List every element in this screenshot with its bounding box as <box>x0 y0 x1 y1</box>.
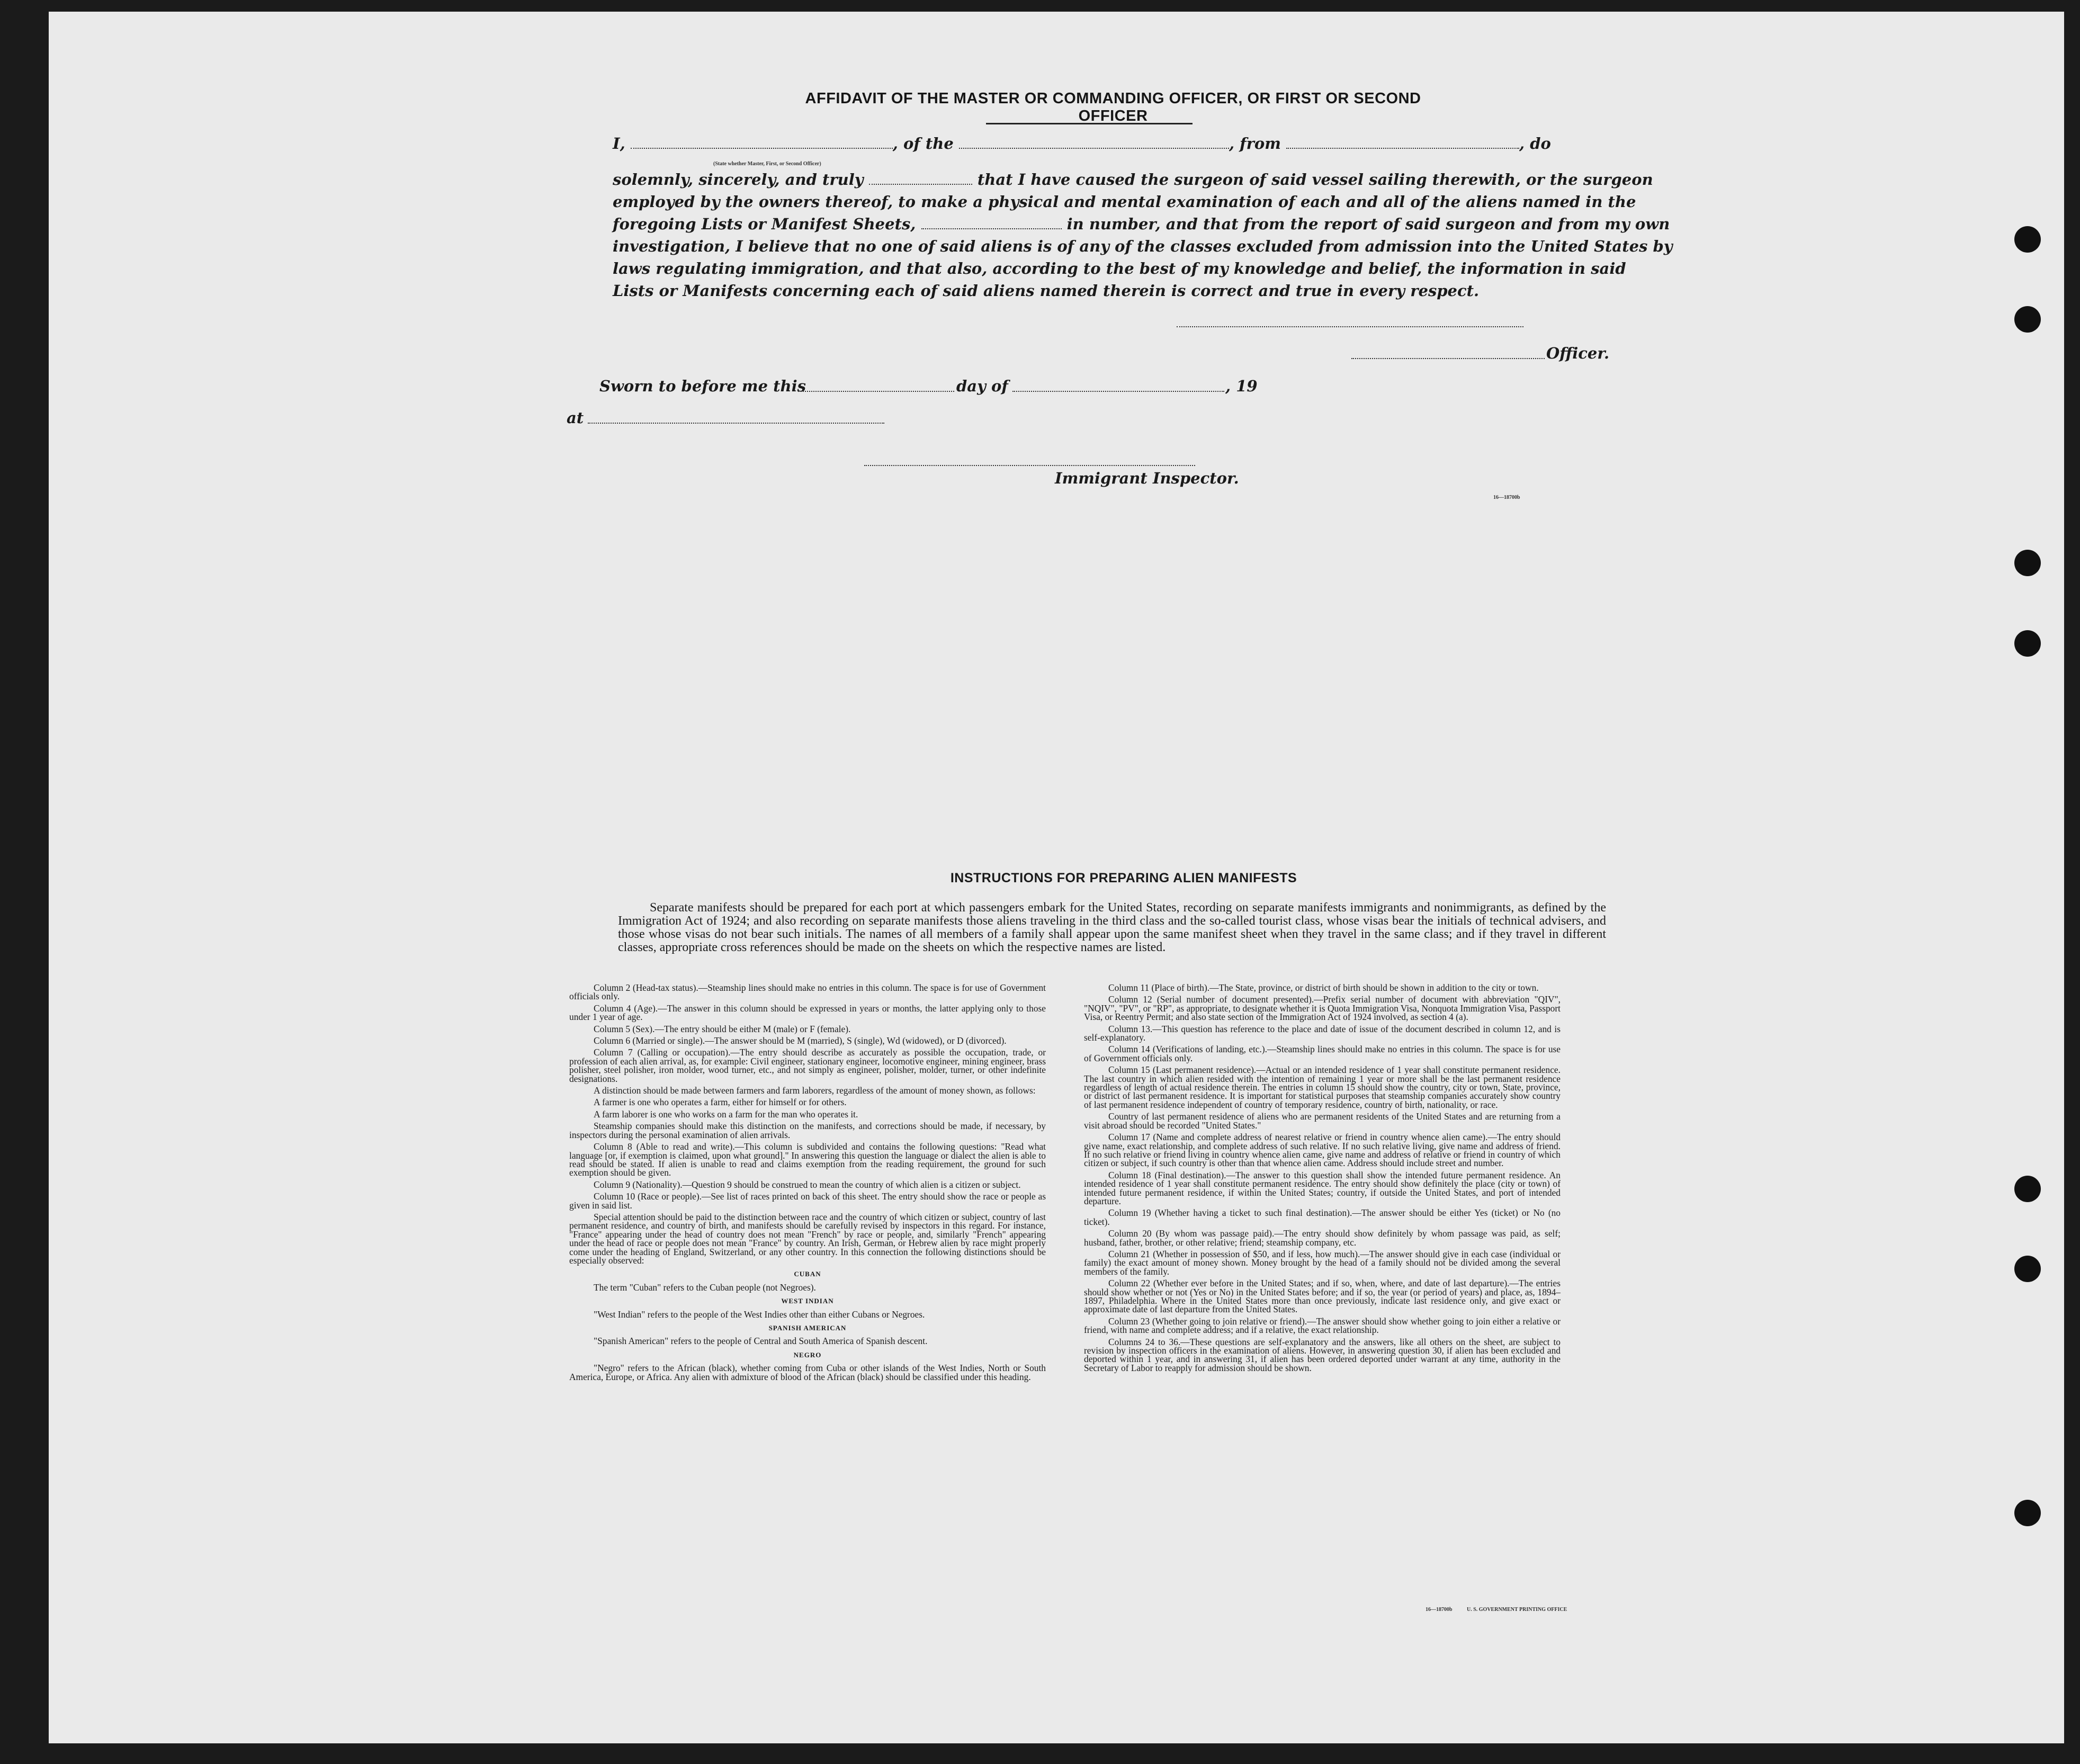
cuban-definition: The term "Cuban" refers to the Cuban people (not Negroes). <box>594 1282 816 1293</box>
punch-hole <box>2014 550 2041 576</box>
aff-text: that I have caused the surgeon of said vessel sailing therewith, or the surgeon <box>977 171 1653 189</box>
instruction-paragraph: Column 9 (Nationality).—Question 9 should be construed to mean the country of which alien is a citizen or subject. <box>594 1179 1021 1190</box>
aff-text: foregoing Lists or Manifest Sheets, <box>613 215 916 233</box>
instruction-paragraph: Column 18 (Final destination).—The answer to this question shall show the intended future permanent residence. An intended residence of 1 year shall constitute permanent residence. The entry should show definitely the place (city or town) of intended future permanent residence, if within the United States; country, if outside the United States, and port of intended departure. <box>1084 1169 1561 1206</box>
affidavit-line-3: employed by the owners thereof, to make a physical and mental examination of each and all of the aliens named in the <box>613 193 1636 211</box>
sheet-count-field[interactable] <box>921 217 1062 229</box>
instruction-paragraph: Columns 24 to 36.—These questions are self-explanatory and the answers, like all others on the sheet, are subject to revision by inspection officers in the examination of aliens. However, in answering question 30, if alien has been excluded and deported within 1 year, and in answering 31, if alien has been ordered deported under warrant at any time, authority in the Secretary of Labor to reapply for admission should be shown. <box>1084 1336 1561 1373</box>
instruction-paragraph: A farm laborer is one who works on a farm for the man who operates it. <box>594 1108 858 1120</box>
instruction-paragraph: Special attention should be paid to the distinction between race and the country of which citizen or subject, country of last permanent residence, and country of birth, and manifests should be carefully revised by inspectors in this regard. For instance, "France" appearing under the head of country does not mean "French" by race or people, and, similarly "French" appearing under the head of race or people does not mean "France" by country. An Irish, German, or Hebrew alien by race might properly come under the heading of England, Switzerland, or any other country. In this connection the following distinctions should be especially observed: <box>569 1211 1046 1266</box>
instruction-paragraph: Column 12 (Serial number of document presented).—Prefix serial number of document with abbreviation "QIV", "NQIV", "PV", or "RP", as appropriate, to designate whether it is Quota Immigration Visa, Nonquota Immigration Visa, Passport Visa, or Reentry Permit; and also state section of the Immigration Act of 1924 involved, as section 4 (a). <box>1084 994 1561 1023</box>
punch-hole <box>2014 226 2041 253</box>
instructions-right-column <box>1084 983 1561 1375</box>
punch-hole <box>2014 1256 2041 1282</box>
aff-text: solemnly, sincerely, and truly <box>613 171 864 189</box>
instructions-title: INSTRUCTIONS FOR PREPARING ALIEN MANIFESTS <box>950 871 1297 885</box>
instruction-paragraph: Column 14 (Verifications of landing, etc.).—Steamship lines should make no entries in this column. The space is for use of Government officials only. <box>1084 1044 1561 1063</box>
affidavit-title: AFFIDAVIT OF THE MASTER OR COMMANDING OFFICER, OR FIRST OR SECOND OFFICER <box>805 90 1421 124</box>
day-of-label: day of <box>956 377 1008 395</box>
officer-rank-field[interactable] <box>631 136 893 149</box>
printer-imprint: U. S. GOVERNMENT PRINTING OFFICE <box>1467 1607 1567 1613</box>
vessel-field[interactable] <box>959 136 1229 149</box>
officer-signature-line-2[interactable] <box>1351 358 1545 359</box>
aff-text: , from <box>1229 135 1281 153</box>
inspector-signature-line[interactable] <box>864 465 1195 466</box>
instruction-paragraph: Column 7 (Calling or occupation).—The entry should describe as accurately as possible the occupation, trade, or profession of each alien arrival, as, for example: Civil engineer, stationary engineer, locomotive engineer, mining engineer, brass polisher, steel polisher, iron molder, wood turner, etc., and not simply as engineer, polisher, molder, turner, or other indefinite designations. <box>569 1047 1046 1084</box>
aff-text: in number, and that from the report of said surgeon and from my own <box>1066 215 1670 233</box>
sworn-day-field[interactable] <box>798 391 954 392</box>
instruction-paragraph: Column 13.—This question has reference to the place and date of issue of the document described in column 12, and is self-explanatory. <box>1084 1023 1561 1043</box>
manifest-sheet <box>49 12 2064 1743</box>
at-place-field[interactable] <box>588 423 884 424</box>
instruction-paragraph: Column 11 (Place of birth).—The State, province, or district of birth should be shown in addition to the city or town. <box>1108 982 1539 993</box>
footer-form-number: 16—18700b <box>1425 1607 1453 1613</box>
year-label: , 19 <box>1225 377 1258 395</box>
officer-hint: (State whether Master, First, or Second Officer) <box>713 161 821 167</box>
instructions-left-column <box>569 983 1046 1385</box>
officer-signature-line-1[interactable] <box>1177 326 1523 327</box>
affidavit-line-4 <box>613 213 1670 235</box>
punch-hole <box>2014 306 2041 333</box>
instruction-paragraph: Column 23 (Whether going to join relative or friend).—The answer should show whether going to join either a relative or friend, with name and complete address; and if a relative, the exact relationship. <box>1084 1315 1561 1336</box>
spanish-american-definition: "Spanish American" refers to the people of Central and South America of Spanish descent. <box>594 1336 928 1347</box>
inspector-label: Immigrant Inspector. <box>1055 469 1239 487</box>
port-field[interactable] <box>1286 136 1519 149</box>
affidavit-line-5: investigation, I believe that no one of said aliens is of any of the classes excluded from admission into the United States by <box>613 237 1673 255</box>
negro-definition: "Negro" refers to the African (black), whether coming from Cuba or other islands of the West Indies, North or South America, Europe, or Africa. Any alien with admixture of blood of the African (black) should be classified under this heading. <box>569 1363 1046 1382</box>
subheading-cuban: CUBAN <box>794 1270 821 1278</box>
affidavit-line-7: Lists or Manifests concerning each of said aliens named therein is correct and true in every respect. <box>613 282 1480 300</box>
punch-hole <box>2014 630 2041 657</box>
oath-field[interactable] <box>869 172 972 185</box>
west-indian-definition: "West Indian" refers to the people of the West Indies other than either Cubans or Negroes. <box>594 1309 925 1320</box>
subheading-spanish-american: SPANISH AMERICAN <box>768 1324 847 1332</box>
instructions-intro: Separate manifests should be prepared for each port at which passengers embark for the United States, recording on separate manifests immigrants and nonimmigrants, as defined by the Immigration Act of 1924; and also recording on separate manifests those aliens traveling in the third class and the so-called tourist class, whose visas bear the initials of technical advisers, and those whose visas do not bear such initials. The names of all members of a family shall appear upon the same manifest sheet when they travel in the same class; and if they travel in different classes, appropriate cross references should be made on the sheets on which the respective names are listed. <box>618 901 1606 954</box>
subheading-negro: NEGRO <box>793 1350 822 1359</box>
aff-text: , of the <box>892 135 954 153</box>
instruction-paragraph: Column 15 (Last permanent residence).—Actual or an intended residence of 1 year shall constitute permanent residence. The last country in which alien resided with the intention of remaining 1 year or more shall be the last permanent residence regardless of length of actual residence therein. The entries in column 15 should show the country, city or town, State, province, or district of last permanent residence. It is important for statistical purposes that steamship companies accurately show country of last permanent residence independent of country of temporary residence, country of birth, nationality, or race. <box>1084 1064 1561 1110</box>
aff-text: , do <box>1519 135 1551 153</box>
instruction-paragraph: Column 10 (Race or people).—See list of races printed on back of this sheet. The entry should show the race or people as given in said list. <box>569 1191 1046 1211</box>
affidavit-line-6: laws regulating immigration, and that also, according to the best of my knowledge and belief, the information in said <box>613 259 1626 277</box>
instruction-paragraph: Column 20 (By whom was passage paid).—The entry should show definitely by whom passage was paid, as self; husband, father, brother, or other relative; friend; steamship company, etc. <box>1084 1228 1561 1248</box>
form-number: 16—18700b <box>1493 495 1520 500</box>
instruction-paragraph: Column 5 (Sex).—The entry should be either M (male) or F (female). <box>594 1023 851 1034</box>
instruction-paragraph: Column 6 (Married or single).—The answer should be M (married), S (single), Wd (widowed), or D (divorced). <box>594 1035 1007 1046</box>
instruction-paragraph: A farmer is one who operates a farm, either for himself or for others. <box>594 1097 847 1108</box>
aff-text: I, <box>613 135 625 153</box>
instruction-paragraph: Column 17 (Name and complete address of nearest relative or friend in country whence alien came).—The entry should give name, exact relationship, and complete address of such relative. If no such relative living, give name and address of friend. If no such relative or friend living in country whence alien came, give name and address of relative or friend in country of which citizen or subject, if such country is other than that whence alien came. Address should include street and number. <box>1084 1132 1561 1169</box>
instruction-paragraph: Country of last permanent residence of aliens who are permanent residents of the United States and are returning from a visit abroad should be recorded "United States." <box>1084 1111 1561 1131</box>
instruction-paragraph: Column 19 (Whether having a ticket to such final destination).—The answer should be either Yes (ticket) or No (no ticket). <box>1084 1207 1561 1227</box>
punch-hole <box>2014 1176 2041 1202</box>
title-rule <box>986 123 1193 124</box>
instruction-paragraph: Column 21 (Whether in possession of $50, and if less, how much).—The answer should give in each case (individual or family) the exact amount of money shown. Money brought by the head of a family should not be divided among the several members of the family. <box>1084 1248 1561 1277</box>
affidavit-line-2 <box>613 168 1653 191</box>
sworn-label: Sworn to before me this <box>599 377 806 395</box>
instruction-paragraph: A distinction should be made between farmers and farm laborers, regardless of the amount of money shown, as follows: <box>594 1085 1036 1096</box>
sworn-month-field[interactable] <box>1012 391 1224 392</box>
instruction-paragraph: Column 8 (Able to read and write).—This column is subdivided and contains the following questions: "Read what language [or, if exemption is claimed, upon what ground]." In answering this question the language or dialect the alien is able to read should be stated. If alien is unable to read and claims exemption from the reading requirement, the ground for such exemption should be given. <box>569 1141 1046 1178</box>
instruction-paragraph: Column 2 (Head-tax status).—Steamship lines should make no entries in this column. The space is for use of Government officials only. <box>569 982 1046 1002</box>
officer-label: Officer. <box>1546 344 1610 362</box>
affidavit-line-1 <box>613 132 1608 155</box>
instruction-paragraph: Column 22 (Whether ever before in the United States; and if so, when, where, and date of last departure).—The entries should show whether or not (Yes or No) in the United States before; and if so, the year (or period of years) and place, as, 1894–1897, Philadelphia. Where in the United States more than once previously, indicate last residence only, and give exact or approximate date of last departure from the United States. <box>1084 1278 1561 1315</box>
subheading-west-indian: WEST INDIAN <box>781 1297 834 1305</box>
instruction-paragraph: Steamship companies should make this distinction on the manifests, and corrections should be made, if necessary, by inspectors during the personal examination of alien arrivals. <box>569 1121 1046 1140</box>
instruction-paragraph: Column 4 (Age).—The answer in this column should be expressed in years or months, the latter applying only to those under 1 year of age. <box>569 1002 1046 1023</box>
punch-hole <box>2014 1500 2041 1526</box>
at-label: at <box>567 409 584 427</box>
